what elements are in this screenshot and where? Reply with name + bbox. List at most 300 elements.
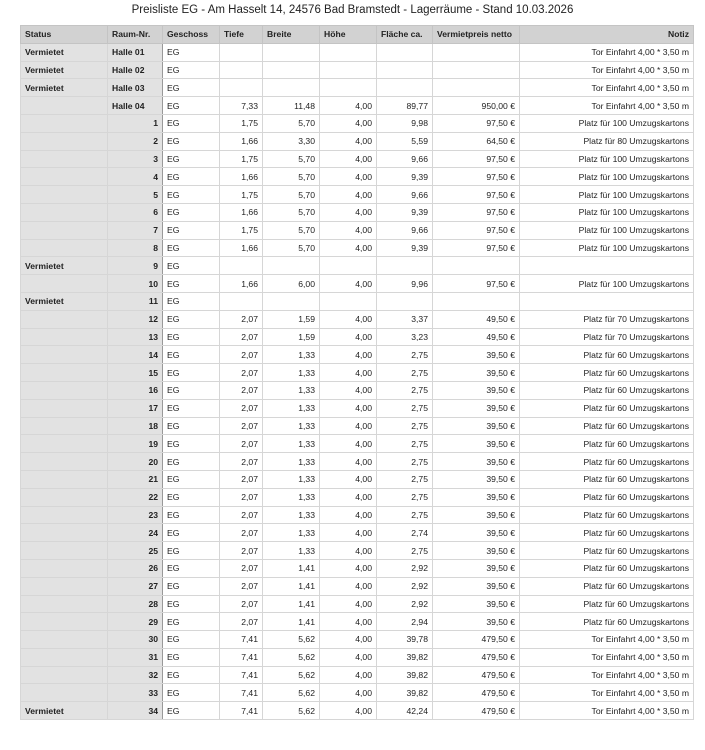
cell-price[interactable]: 39,50 € (433, 595, 520, 613)
cell-height[interactable]: 4,00 (320, 435, 377, 453)
cell-area[interactable]: 2,92 (377, 559, 433, 577)
cell-width[interactable]: 11,48 (263, 97, 320, 115)
cell-room-number[interactable]: 7 (108, 221, 163, 239)
cell-room-number[interactable]: 6 (108, 203, 163, 221)
cell-floor[interactable]: EG (163, 542, 220, 560)
cell-note[interactable]: Platz für 80 Umzugskartons (520, 132, 694, 150)
cell-height[interactable]: 4,00 (320, 488, 377, 506)
cell-price[interactable]: 49,50 € (433, 310, 520, 328)
cell-price[interactable]: 39,50 € (433, 577, 520, 595)
cell-height[interactable]: 4,00 (320, 203, 377, 221)
cell-width[interactable]: 3,30 (263, 132, 320, 150)
cell-height[interactable]: 4,00 (320, 453, 377, 471)
cell-height[interactable]: 4,00 (320, 186, 377, 204)
cell-status[interactable] (21, 346, 108, 364)
cell-area[interactable]: 2,92 (377, 595, 433, 613)
cell-width[interactable]: 1,41 (263, 559, 320, 577)
cell-room-number[interactable]: 12 (108, 310, 163, 328)
cell-depth[interactable]: 2,07 (220, 613, 263, 631)
cell-depth[interactable]: 1,66 (220, 239, 263, 257)
cell-width[interactable]: 1,33 (263, 524, 320, 542)
cell-status[interactable] (21, 328, 108, 346)
cell-note[interactable]: Platz für 70 Umzugskartons (520, 328, 694, 346)
cell-height[interactable]: 4,00 (320, 381, 377, 399)
cell-height[interactable]: 4,00 (320, 684, 377, 702)
cell-height[interactable]: 4,00 (320, 648, 377, 666)
cell-height[interactable] (320, 257, 377, 275)
cell-price[interactable]: 39,50 € (433, 435, 520, 453)
cell-area[interactable] (377, 292, 433, 310)
cell-room-number[interactable]: Halle 02 (108, 61, 163, 79)
cell-note[interactable]: Tor Einfahrt 4,00 * 3,50 m (520, 702, 694, 720)
cell-depth[interactable]: 1,75 (220, 186, 263, 204)
cell-area[interactable]: 2,75 (377, 364, 433, 382)
cell-price[interactable]: 39,50 € (433, 417, 520, 435)
cell-room-number[interactable]: 10 (108, 275, 163, 293)
col-header-status[interactable]: Status (21, 26, 108, 44)
cell-status[interactable] (21, 132, 108, 150)
cell-width[interactable]: 1,33 (263, 435, 320, 453)
cell-area[interactable]: 2,75 (377, 488, 433, 506)
cell-room-number[interactable]: 13 (108, 328, 163, 346)
cell-depth[interactable]: 2,07 (220, 488, 263, 506)
cell-width[interactable]: 1,41 (263, 595, 320, 613)
cell-note[interactable]: Tor Einfahrt 4,00 * 3,50 m (520, 79, 694, 97)
col-header-depth[interactable]: Tiefe (220, 26, 263, 44)
cell-note[interactable] (520, 257, 694, 275)
cell-width[interactable]: 5,70 (263, 168, 320, 186)
cell-width[interactable]: 5,62 (263, 702, 320, 720)
cell-height[interactable]: 4,00 (320, 150, 377, 168)
cell-width[interactable] (263, 61, 320, 79)
cell-floor[interactable]: EG (163, 275, 220, 293)
cell-price[interactable]: 97,50 € (433, 221, 520, 239)
cell-depth[interactable]: 1,66 (220, 132, 263, 150)
cell-price[interactable]: 39,50 € (433, 364, 520, 382)
cell-status[interactable]: Vermietet (21, 79, 108, 97)
cell-status[interactable] (21, 186, 108, 204)
cell-status[interactable] (21, 595, 108, 613)
cell-area[interactable]: 2,75 (377, 542, 433, 560)
cell-note[interactable]: Platz für 60 Umzugskartons (520, 435, 694, 453)
cell-depth[interactable]: 2,07 (220, 328, 263, 346)
cell-price[interactable]: 39,50 € (433, 559, 520, 577)
cell-depth[interactable]: 1,66 (220, 275, 263, 293)
cell-floor[interactable]: EG (163, 470, 220, 488)
cell-depth[interactable]: 7,41 (220, 684, 263, 702)
cell-depth[interactable]: 2,07 (220, 453, 263, 471)
cell-depth[interactable]: 2,07 (220, 364, 263, 382)
cell-note[interactable]: Platz für 100 Umzugskartons (520, 221, 694, 239)
cell-room-number[interactable]: 27 (108, 577, 163, 595)
cell-room-number[interactable]: 5 (108, 186, 163, 204)
cell-floor[interactable]: EG (163, 221, 220, 239)
cell-note[interactable]: Platz für 60 Umzugskartons (520, 577, 694, 595)
cell-area[interactable]: 39,82 (377, 648, 433, 666)
cell-status[interactable] (21, 631, 108, 649)
cell-width[interactable] (263, 292, 320, 310)
cell-depth[interactable]: 2,07 (220, 346, 263, 364)
cell-depth[interactable] (220, 79, 263, 97)
cell-height[interactable]: 4,00 (320, 221, 377, 239)
cell-width[interactable]: 1,33 (263, 506, 320, 524)
cell-width[interactable]: 1,33 (263, 346, 320, 364)
cell-room-number[interactable]: Halle 03 (108, 79, 163, 97)
cell-depth[interactable]: 2,07 (220, 310, 263, 328)
cell-floor[interactable]: EG (163, 114, 220, 132)
cell-note[interactable]: Platz für 60 Umzugskartons (520, 506, 694, 524)
cell-note[interactable]: Platz für 60 Umzugskartons (520, 524, 694, 542)
cell-room-number[interactable]: 33 (108, 684, 163, 702)
cell-note[interactable] (520, 292, 694, 310)
cell-width[interactable]: 5,70 (263, 203, 320, 221)
cell-width[interactable]: 5,62 (263, 684, 320, 702)
cell-room-number[interactable]: 24 (108, 524, 163, 542)
cell-room-number[interactable]: 19 (108, 435, 163, 453)
cell-area[interactable]: 2,74 (377, 524, 433, 542)
cell-depth[interactable]: 2,07 (220, 417, 263, 435)
cell-floor[interactable]: EG (163, 150, 220, 168)
cell-floor[interactable]: EG (163, 666, 220, 684)
col-header-price[interactable]: Vermietpreis netto (433, 26, 520, 44)
cell-room-number[interactable]: 28 (108, 595, 163, 613)
cell-depth[interactable]: 2,07 (220, 577, 263, 595)
cell-floor[interactable]: EG (163, 613, 220, 631)
cell-note[interactable]: Platz für 60 Umzugskartons (520, 542, 694, 560)
cell-width[interactable]: 5,70 (263, 114, 320, 132)
cell-status[interactable] (21, 506, 108, 524)
cell-depth[interactable]: 2,07 (220, 506, 263, 524)
cell-height[interactable]: 4,00 (320, 631, 377, 649)
cell-floor[interactable]: EG (163, 364, 220, 382)
cell-note[interactable]: Tor Einfahrt 4,00 * 3,50 m (520, 666, 694, 684)
col-header-area[interactable]: Fläche ca. (377, 26, 433, 44)
cell-depth[interactable] (220, 43, 263, 61)
cell-note[interactable]: Platz für 100 Umzugskartons (520, 203, 694, 221)
cell-status[interactable] (21, 488, 108, 506)
cell-status[interactable]: Vermietet (21, 702, 108, 720)
cell-status[interactable] (21, 275, 108, 293)
cell-area[interactable]: 9,66 (377, 221, 433, 239)
cell-area[interactable]: 9,39 (377, 203, 433, 221)
cell-status[interactable] (21, 203, 108, 221)
cell-floor[interactable]: EG (163, 61, 220, 79)
cell-floor[interactable]: EG (163, 79, 220, 97)
cell-height[interactable]: 4,00 (320, 132, 377, 150)
cell-area[interactable]: 39,82 (377, 684, 433, 702)
cell-status[interactable] (21, 97, 108, 115)
cell-depth[interactable] (220, 292, 263, 310)
cell-floor[interactable]: EG (163, 453, 220, 471)
cell-status[interactable] (21, 221, 108, 239)
cell-price[interactable]: 479,50 € (433, 666, 520, 684)
cell-room-number[interactable]: 14 (108, 346, 163, 364)
cell-width[interactable]: 5,70 (263, 221, 320, 239)
cell-depth[interactable]: 7,41 (220, 666, 263, 684)
cell-note[interactable]: Platz für 60 Umzugskartons (520, 417, 694, 435)
cell-note[interactable]: Platz für 60 Umzugskartons (520, 470, 694, 488)
cell-width[interactable]: 1,33 (263, 470, 320, 488)
cell-height[interactable]: 4,00 (320, 595, 377, 613)
cell-price[interactable]: 97,50 € (433, 239, 520, 257)
cell-floor[interactable]: EG (163, 417, 220, 435)
cell-price[interactable] (433, 79, 520, 97)
cell-note[interactable]: Platz für 60 Umzugskartons (520, 364, 694, 382)
col-header-height[interactable]: Höhe (320, 26, 377, 44)
cell-depth[interactable]: 2,07 (220, 524, 263, 542)
cell-status[interactable]: Vermietet (21, 61, 108, 79)
cell-area[interactable]: 2,75 (377, 453, 433, 471)
cell-height[interactable]: 4,00 (320, 524, 377, 542)
cell-floor[interactable]: EG (163, 97, 220, 115)
cell-floor[interactable]: EG (163, 328, 220, 346)
cell-area[interactable]: 9,39 (377, 239, 433, 257)
cell-area[interactable]: 9,66 (377, 186, 433, 204)
cell-area[interactable] (377, 257, 433, 275)
cell-area[interactable]: 9,66 (377, 150, 433, 168)
cell-price[interactable]: 97,50 € (433, 186, 520, 204)
cell-depth[interactable]: 2,07 (220, 435, 263, 453)
cell-note[interactable]: Platz für 100 Umzugskartons (520, 275, 694, 293)
cell-price[interactable]: 479,50 € (433, 648, 520, 666)
col-header-floor[interactable]: Geschoss (163, 26, 220, 44)
cell-note[interactable]: Platz für 100 Umzugskartons (520, 114, 694, 132)
cell-area[interactable]: 39,82 (377, 666, 433, 684)
cell-room-number[interactable]: 23 (108, 506, 163, 524)
cell-room-number[interactable]: 16 (108, 381, 163, 399)
cell-room-number[interactable]: 32 (108, 666, 163, 684)
cell-width[interactable]: 1,41 (263, 613, 320, 631)
cell-price[interactable]: 97,50 € (433, 275, 520, 293)
cell-status[interactable]: Vermietet (21, 257, 108, 275)
col-header-note[interactable]: Notiz (520, 26, 694, 44)
cell-room-number[interactable]: 21 (108, 470, 163, 488)
cell-area[interactable] (377, 43, 433, 61)
cell-height[interactable]: 4,00 (320, 364, 377, 382)
cell-depth[interactable] (220, 61, 263, 79)
cell-width[interactable]: 1,41 (263, 577, 320, 595)
cell-status[interactable] (21, 524, 108, 542)
cell-status[interactable] (21, 239, 108, 257)
cell-status[interactable] (21, 453, 108, 471)
cell-note[interactable]: Platz für 60 Umzugskartons (520, 559, 694, 577)
cell-height[interactable]: 4,00 (320, 275, 377, 293)
cell-price[interactable]: 97,50 € (433, 168, 520, 186)
cell-price[interactable]: 39,50 € (433, 381, 520, 399)
cell-room-number[interactable]: 29 (108, 613, 163, 631)
cell-height[interactable]: 4,00 (320, 346, 377, 364)
cell-note[interactable]: Tor Einfahrt 4,00 * 3,50 m (520, 648, 694, 666)
cell-note[interactable]: Platz für 100 Umzugskartons (520, 150, 694, 168)
cell-room-number[interactable]: 9 (108, 257, 163, 275)
cell-floor[interactable]: EG (163, 631, 220, 649)
cell-floor[interactable]: EG (163, 488, 220, 506)
cell-width[interactable]: 5,62 (263, 631, 320, 649)
cell-width[interactable] (263, 43, 320, 61)
cell-note[interactable]: Tor Einfahrt 4,00 * 3,50 m (520, 684, 694, 702)
cell-note[interactable]: Platz für 60 Umzugskartons (520, 613, 694, 631)
cell-height[interactable]: 4,00 (320, 239, 377, 257)
cell-status[interactable] (21, 364, 108, 382)
cell-note[interactable]: Platz für 100 Umzugskartons (520, 168, 694, 186)
cell-price[interactable] (433, 61, 520, 79)
cell-status[interactable] (21, 381, 108, 399)
cell-floor[interactable]: EG (163, 702, 220, 720)
cell-note[interactable]: Platz für 60 Umzugskartons (520, 595, 694, 613)
cell-area[interactable]: 2,92 (377, 577, 433, 595)
cell-floor[interactable]: EG (163, 168, 220, 186)
cell-height[interactable]: 4,00 (320, 328, 377, 346)
cell-room-number[interactable]: 25 (108, 542, 163, 560)
cell-price[interactable]: 39,50 € (433, 524, 520, 542)
cell-note[interactable]: Tor Einfahrt 4,00 * 3,50 m (520, 631, 694, 649)
cell-floor[interactable]: EG (163, 595, 220, 613)
cell-price[interactable]: 39,50 € (433, 470, 520, 488)
cell-area[interactable]: 9,98 (377, 114, 433, 132)
cell-price[interactable]: 97,50 € (433, 150, 520, 168)
cell-price[interactable] (433, 257, 520, 275)
cell-room-number[interactable]: 20 (108, 453, 163, 471)
cell-area[interactable]: 2,75 (377, 399, 433, 417)
cell-area[interactable]: 2,75 (377, 381, 433, 399)
cell-depth[interactable]: 2,07 (220, 542, 263, 560)
cell-price[interactable]: 39,50 € (433, 399, 520, 417)
cell-floor[interactable]: EG (163, 648, 220, 666)
cell-floor[interactable]: EG (163, 132, 220, 150)
cell-area[interactable]: 89,77 (377, 97, 433, 115)
cell-floor[interactable]: EG (163, 577, 220, 595)
cell-floor[interactable]: EG (163, 257, 220, 275)
cell-status[interactable] (21, 648, 108, 666)
cell-height[interactable]: 4,00 (320, 542, 377, 560)
cell-height[interactable]: 4,00 (320, 702, 377, 720)
cell-note[interactable]: Platz für 60 Umzugskartons (520, 381, 694, 399)
cell-price[interactable]: 39,50 € (433, 488, 520, 506)
col-header-room[interactable]: Raum-Nr. (108, 26, 163, 44)
cell-price[interactable]: 479,50 € (433, 702, 520, 720)
cell-status[interactable] (21, 577, 108, 595)
cell-note[interactable]: Platz für 60 Umzugskartons (520, 488, 694, 506)
cell-note[interactable]: Platz für 100 Umzugskartons (520, 186, 694, 204)
cell-height[interactable]: 4,00 (320, 97, 377, 115)
cell-note[interactable]: Tor Einfahrt 4,00 * 3,50 m (520, 97, 694, 115)
cell-price[interactable]: 39,50 € (433, 542, 520, 560)
cell-floor[interactable]: EG (163, 524, 220, 542)
cell-status[interactable] (21, 150, 108, 168)
cell-area[interactable]: 2,75 (377, 346, 433, 364)
cell-status[interactable] (21, 114, 108, 132)
cell-note[interactable]: Platz für 60 Umzugskartons (520, 346, 694, 364)
cell-depth[interactable]: 7,41 (220, 648, 263, 666)
cell-status[interactable] (21, 559, 108, 577)
cell-width[interactable]: 1,33 (263, 488, 320, 506)
cell-status[interactable] (21, 613, 108, 631)
cell-status[interactable]: Vermietet (21, 43, 108, 61)
cell-width[interactable]: 1,33 (263, 381, 320, 399)
cell-price[interactable]: 64,50 € (433, 132, 520, 150)
cell-room-number[interactable]: 15 (108, 364, 163, 382)
cell-room-number[interactable]: 31 (108, 648, 163, 666)
cell-note[interactable]: Platz für 60 Umzugskartons (520, 399, 694, 417)
cell-depth[interactable]: 1,66 (220, 203, 263, 221)
cell-width[interactable]: 1,33 (263, 399, 320, 417)
cell-floor[interactable]: EG (163, 203, 220, 221)
cell-area[interactable]: 2,75 (377, 506, 433, 524)
cell-floor[interactable]: EG (163, 292, 220, 310)
cell-floor[interactable]: EG (163, 435, 220, 453)
cell-height[interactable]: 4,00 (320, 577, 377, 595)
cell-depth[interactable]: 2,07 (220, 381, 263, 399)
cell-height[interactable]: 4,00 (320, 470, 377, 488)
cell-room-number[interactable]: 26 (108, 559, 163, 577)
cell-floor[interactable]: EG (163, 186, 220, 204)
cell-price[interactable]: 479,50 € (433, 631, 520, 649)
cell-height[interactable]: 4,00 (320, 613, 377, 631)
cell-price[interactable]: 97,50 € (433, 203, 520, 221)
cell-status[interactable] (21, 666, 108, 684)
cell-depth[interactable]: 1,75 (220, 221, 263, 239)
cell-height[interactable]: 4,00 (320, 399, 377, 417)
cell-floor[interactable]: EG (163, 346, 220, 364)
cell-width[interactable]: 1,33 (263, 417, 320, 435)
cell-depth[interactable]: 7,41 (220, 702, 263, 720)
cell-room-number[interactable]: 17 (108, 399, 163, 417)
cell-note[interactable]: Tor Einfahrt 4,00 * 3,50 m (520, 43, 694, 61)
cell-note[interactable]: Platz für 70 Umzugskartons (520, 310, 694, 328)
cell-note[interactable]: Tor Einfahrt 4,00 * 3,50 m (520, 61, 694, 79)
cell-area[interactable]: 2,75 (377, 470, 433, 488)
cell-area[interactable]: 2,75 (377, 435, 433, 453)
cell-width[interactable]: 1,33 (263, 542, 320, 560)
cell-depth[interactable]: 2,07 (220, 595, 263, 613)
cell-area[interactable] (377, 61, 433, 79)
cell-floor[interactable]: EG (163, 239, 220, 257)
cell-area[interactable]: 3,37 (377, 310, 433, 328)
cell-price[interactable]: 39,50 € (433, 506, 520, 524)
cell-width[interactable]: 5,70 (263, 150, 320, 168)
cell-width[interactable] (263, 79, 320, 97)
cell-depth[interactable] (220, 257, 263, 275)
cell-depth[interactable]: 2,07 (220, 470, 263, 488)
cell-area[interactable]: 2,94 (377, 613, 433, 631)
cell-room-number[interactable]: 1 (108, 114, 163, 132)
cell-height[interactable]: 4,00 (320, 559, 377, 577)
cell-status[interactable] (21, 470, 108, 488)
cell-height[interactable] (320, 79, 377, 97)
cell-floor[interactable]: EG (163, 399, 220, 417)
cell-status[interactable] (21, 684, 108, 702)
cell-height[interactable]: 4,00 (320, 506, 377, 524)
cell-note[interactable]: Platz für 100 Umzugskartons (520, 239, 694, 257)
cell-status[interactable] (21, 399, 108, 417)
cell-floor[interactable]: EG (163, 43, 220, 61)
cell-floor[interactable]: EG (163, 310, 220, 328)
cell-status[interactable]: Vermietet (21, 292, 108, 310)
cell-height[interactable] (320, 292, 377, 310)
cell-depth[interactable]: 2,07 (220, 559, 263, 577)
cell-room-number[interactable]: 11 (108, 292, 163, 310)
cell-width[interactable]: 1,59 (263, 328, 320, 346)
cell-depth[interactable]: 7,41 (220, 631, 263, 649)
cell-area[interactable]: 39,78 (377, 631, 433, 649)
cell-area[interactable]: 42,24 (377, 702, 433, 720)
cell-area[interactable]: 9,39 (377, 168, 433, 186)
cell-floor[interactable]: EG (163, 506, 220, 524)
cell-price[interactable]: 97,50 € (433, 114, 520, 132)
cell-room-number[interactable]: 18 (108, 417, 163, 435)
cell-price[interactable]: 39,50 € (433, 613, 520, 631)
cell-floor[interactable]: EG (163, 381, 220, 399)
